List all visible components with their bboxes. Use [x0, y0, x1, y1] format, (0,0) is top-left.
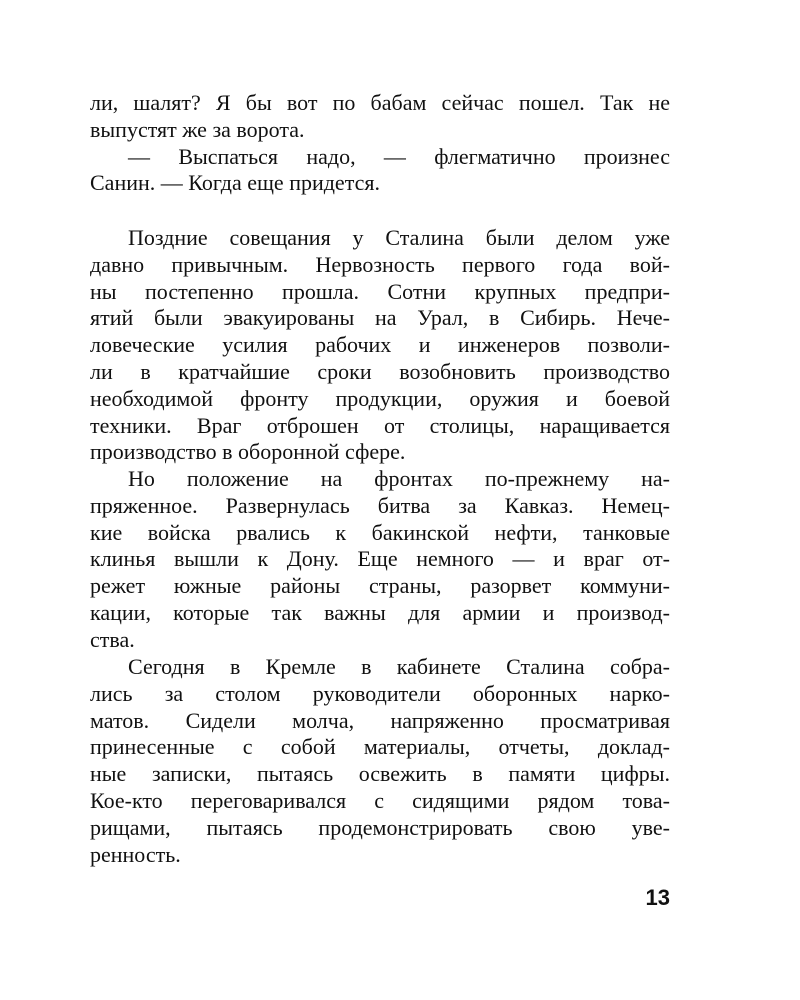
text-line: режет южные районы страны, разорвет коммуни- [90, 573, 670, 599]
text-line: ли в кратчайшие сроки возобновить производство [90, 358, 670, 384]
text-line: принесенные с собой материалы, отчеты, доклад- [90, 734, 670, 760]
text-line: давно привычным. Нервозность первого года вой- [90, 251, 670, 277]
text-line: клинья вышли к Дону. Еще немного — и враг от- [90, 546, 670, 572]
page-number: 13 [645, 885, 670, 910]
text-line: ли, шалят? Я бы вот по бабам сейчас пошел. Так не [90, 90, 670, 115]
paragraph-1 [90, 225, 670, 466]
text-line: Санин. — Когда еще придется. [90, 170, 380, 196]
text-line: Кое-кто переговаривался с сидящими рядом това- [90, 787, 670, 813]
text-line: ренность. [90, 841, 181, 867]
text-line: техники. Враг отброшен от столицы, наращивается [90, 412, 670, 438]
text-line: ства. [90, 626, 135, 652]
text-line: — Выспаться надо, — флегматично произнес [128, 143, 670, 169]
text-line: ловеческие усилия рабочих и инженеров позволи- [90, 332, 670, 358]
text-line: Но положение на фронтах по-прежнему на- [128, 466, 670, 491]
text-line: пряженное. Развернулась битва за Кавказ. Немец- [90, 492, 670, 518]
text-line: ные записки, пытаясь освежить в памяти цифры. [90, 761, 670, 787]
text-line: Поздние совещания у Сталина были делом уже [128, 225, 670, 250]
text-line: кие войска рвались к бакинской нефти, танковые [90, 519, 670, 545]
text-line: ны постепенно прошла. Сотни крупных предпри- [90, 278, 670, 304]
text-line: кации, которые так важны для армии и производ- [90, 599, 670, 625]
text-line: матов. Сидели молча, напряженно просматривая [90, 707, 670, 733]
text-line: рищами, пытаясь продемонстрировать свою уве- [90, 814, 670, 840]
text-line: выпустят же за ворота. [90, 116, 305, 142]
text-line: необходимой фронту продукции, оружия и боевой [90, 385, 670, 411]
paragraph-3 [90, 654, 670, 868]
top-fragment [90, 90, 670, 197]
text-line: Сегодня в Кремле в кабинете Сталина собра- [128, 654, 670, 679]
text-line: лись за столом руководители оборонных нарко- [90, 680, 670, 706]
text-line: производство в оборонной сфере. [90, 439, 406, 465]
paragraph-2 [90, 466, 670, 654]
text-line: ятий были эвакуированы на Урал, в Сибирь. Нече- [90, 305, 670, 331]
